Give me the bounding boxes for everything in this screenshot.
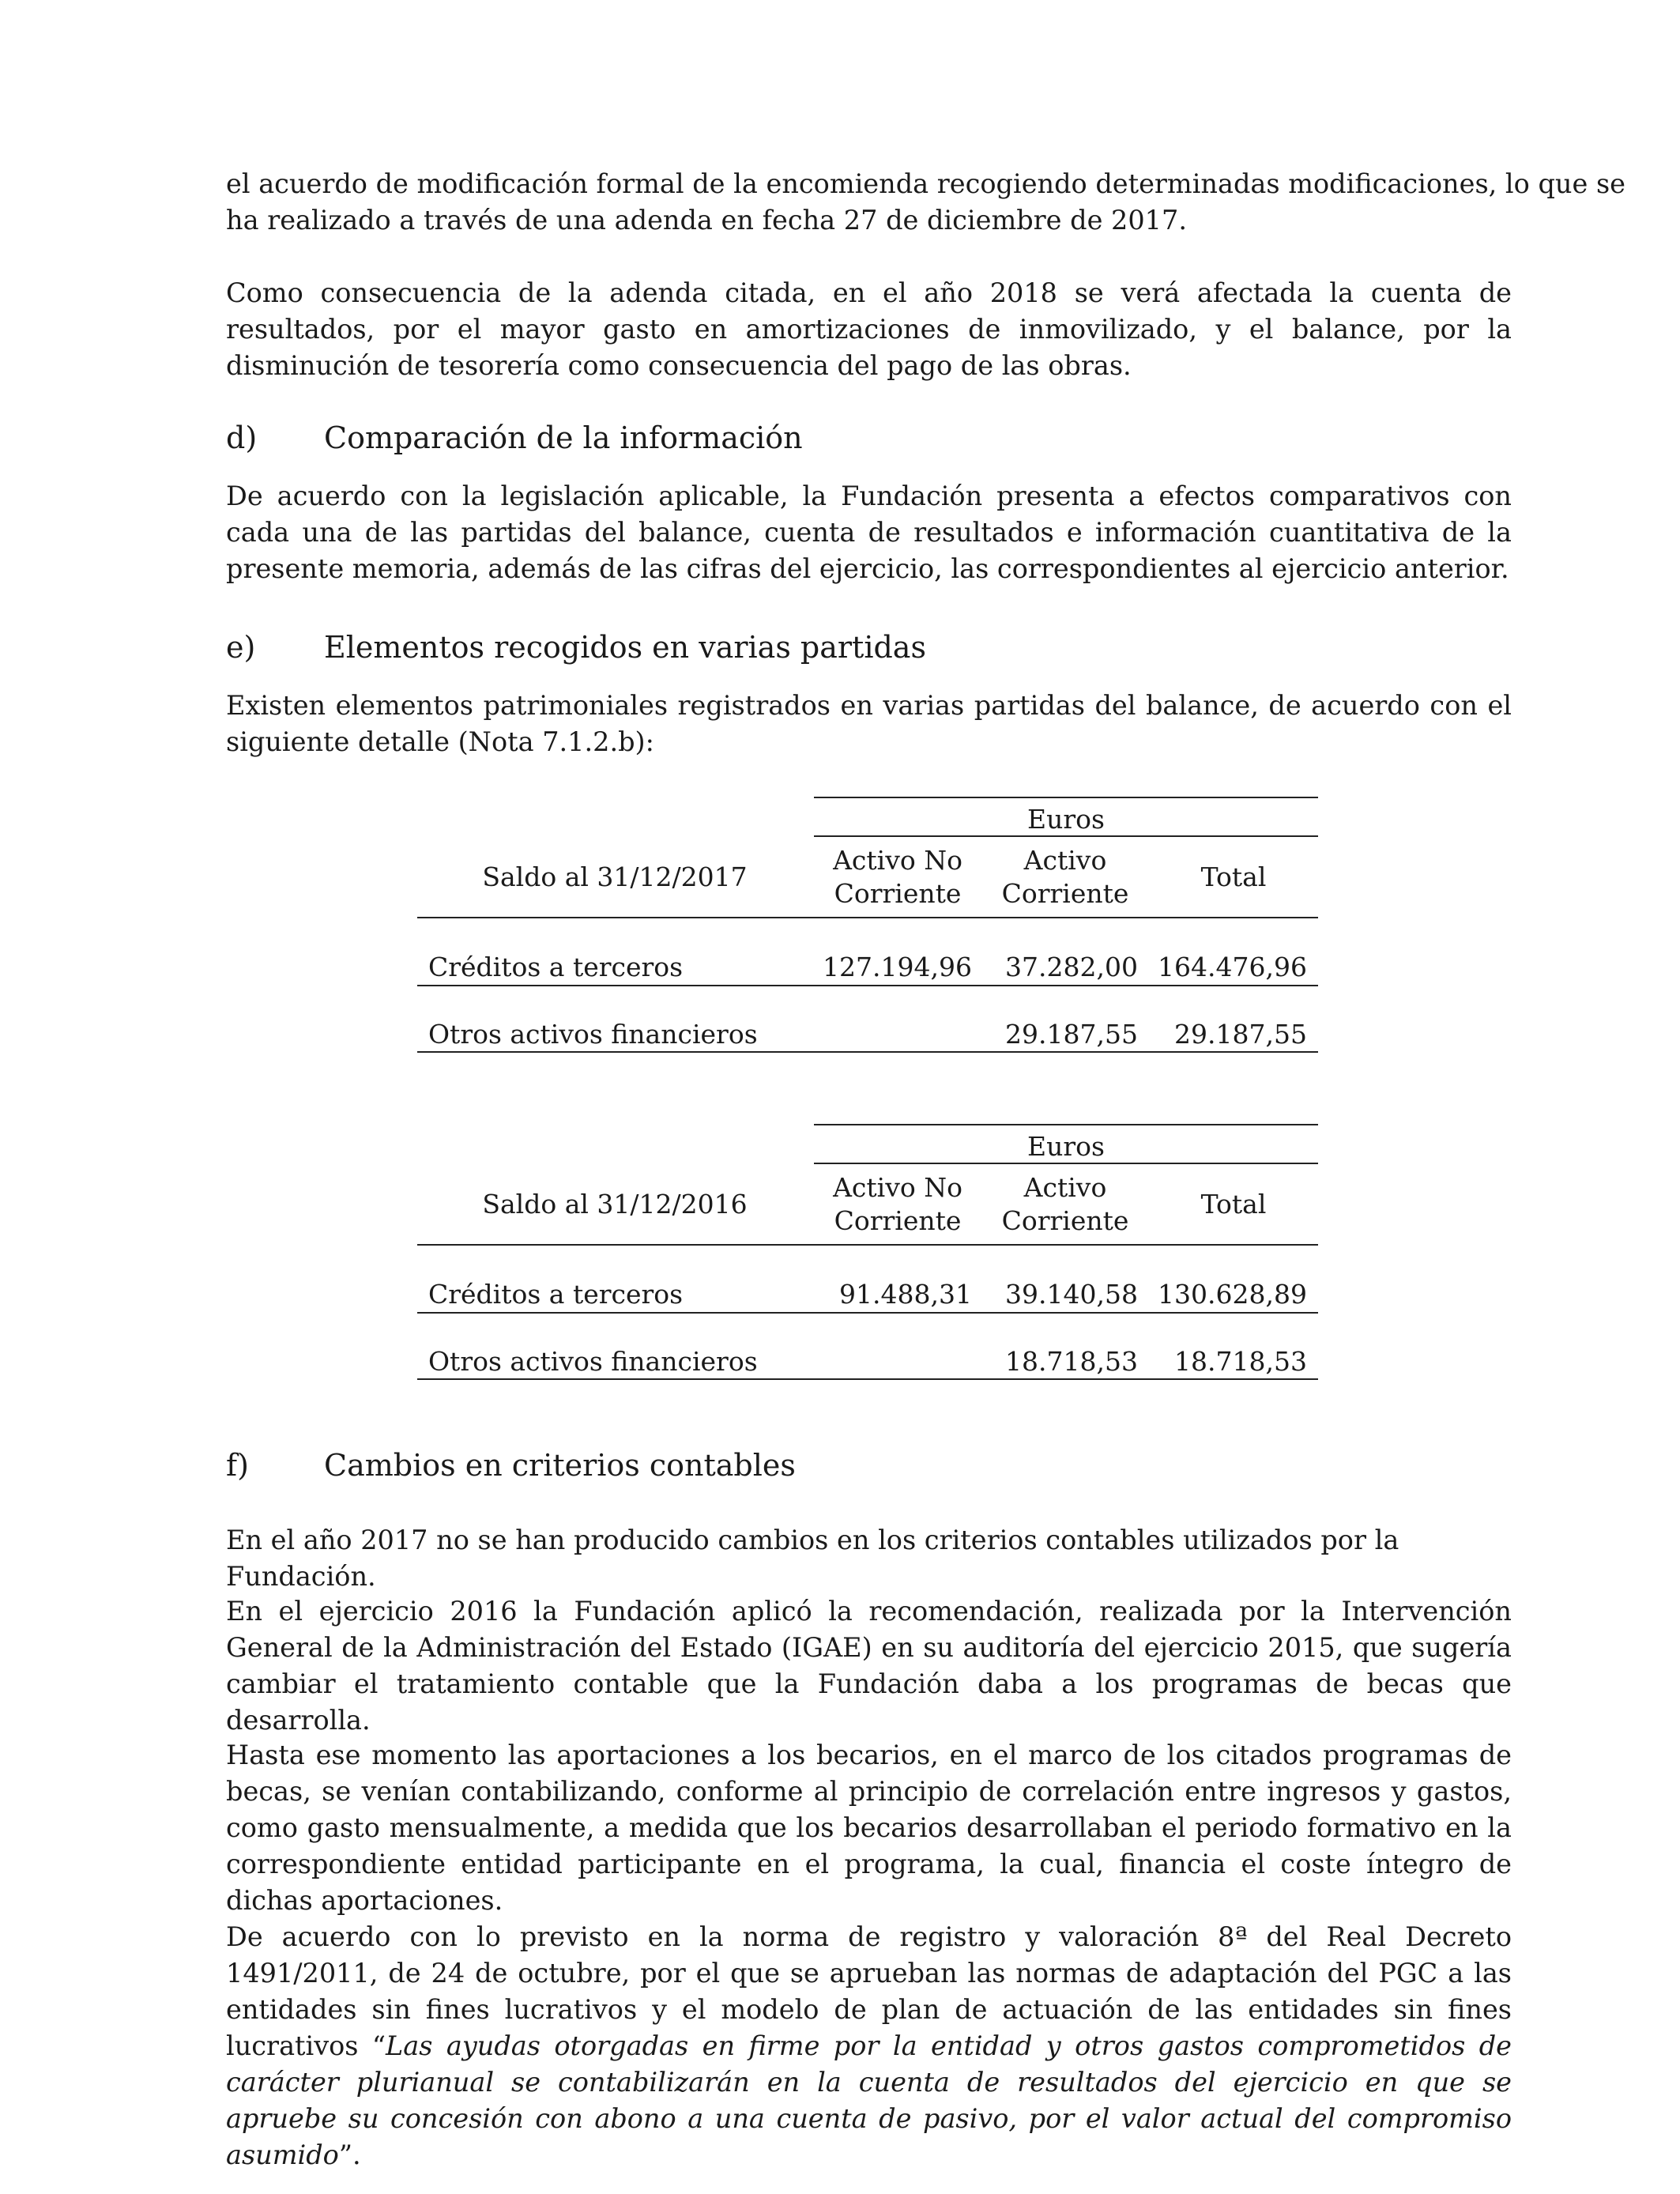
paragraph-becarios [226,1737,1512,1919]
table-cell-value: 164.476,96 [1158,952,1307,982]
table-col-header: Activo [1023,1172,1107,1203]
paragraph-elementos-text: Existen elementos patrimoniales registrados en varias partidas del balance, de acuerdo con el siguiente detalle (Nota 7.1.2.b): [226,690,1512,757]
table-col-header: Total [1200,1189,1267,1220]
table-cell-value: 18.718,53 [1005,1346,1138,1377]
table-cell-value: 29.187,55 [1174,1019,1307,1050]
table-cell-label: Créditos a terceros [428,1279,684,1310]
table-rule [417,985,1318,986]
table-col-header: Total [1200,861,1267,892]
paragraph-norma-normal: De acuerdo con lo previsto en la norma de registro y valoración 8ª del Real Decreto 1491/2011, de 24 de octubre, por el que se aprueban las normas de adaptación del PGC a las entidades sin fines lucrativos y el modelo de plan de actuación de las entidades sin fines lucrativos “ [226,1921,1512,2061]
paragraph-norma-end: ”. [338,2139,361,2170]
table-cell-value: 29.187,55 [1005,1019,1138,1050]
paragraph-adenda-line2: ha realizado a través de una adenda en fecha 27 de diciembre de 2017. [226,205,1187,236]
table-saldo-2017 [417,797,1318,1057]
paragraph-comparacion [226,478,1512,587]
paragraph-norma [226,1919,1512,2173]
table-col-header: Corriente [834,1205,962,1236]
paragraph-consecuencia [226,275,1512,384]
table-rule [814,1163,1318,1164]
table-col-header: Activo No [833,1172,962,1203]
section-heading-e [226,628,926,666]
heading-d-title: Comparación de la información [324,420,803,455]
table-rule [814,797,1318,798]
table-rule [417,1312,1318,1314]
table-cell-label: Otros activos financieros [428,1019,758,1050]
table-rule [417,1244,1318,1246]
table-row-header: Saldo al 31/12/2017 [482,861,748,892]
paragraph-becarios-text: Hasta ese momento las aportaciones a los becarios, en el marco de los citados programas de becas, se venían contabilizando, conforme al principio de correlación entre ingresos y gastos, como gasto mensualmente, a medida que los becarios desarrollaban el periodo formativo en la correspondiente entidad participante en el programa, la cual, financia el coste íntegro de dichas aportaciones. [226,1740,1512,1916]
paragraph-norma-text [226,1919,1512,2173]
table-col-header: Activo No [833,845,962,876]
heading-e-title: Elementos recogidos en varias partidas [324,630,926,665]
table-rule [814,835,1318,837]
section-heading-f [226,1446,796,1484]
table-row-header: Saldo al 31/12/2016 [482,1189,748,1220]
table-cell-value: 130.628,89 [1158,1279,1307,1310]
table-cell-value: 127.194,96 [823,952,972,982]
paragraph-cambios [226,1522,1512,1595]
table-cell-value: 18.718,53 [1174,1346,1307,1377]
paragraph-comparacion-text: De acuerdo con la legislación aplicable, la Fundación presenta a efectos comparativos con cada una de las partidas del balance, cuenta de resultados e información cuantitativa de la presente memoria, además de las cifras del ejercicio, las correspondientes al ejercicio anterior. [226,481,1512,584]
table-rule [417,1378,1318,1380]
paragraph-adenda [226,166,1625,239]
table-rule [417,917,1318,918]
heading-f-title: Cambios en criterios contables [324,1448,796,1483]
table-cell-value: 39.140,58 [1005,1279,1138,1310]
table-rule [814,1124,1318,1125]
paragraph-elementos [226,688,1512,760]
table-group-header: Euros [1027,804,1105,835]
table-cell-value: 37.282,00 [1005,952,1138,982]
table-cell-label: Otros activos financieros [428,1346,758,1377]
table-group-header: Euros [1027,1131,1105,1162]
section-heading-d [226,419,803,457]
paragraph-cambios-text: En el año 2017 no se han producido cambios en los criterios contables utilizados por la Fundación. [226,1525,1399,1592]
table-saldo-2016 [417,1124,1318,1385]
paragraph-adenda-line1: el acuerdo de modificación formal de la encomienda recogiendo determinadas modificaciones, lo que se [226,168,1625,199]
heading-e-letter: e) [226,630,256,665]
paragraph-norma-quote: Las ayudas otorgadas en firme por la entidad y otros gastos comprometidos de carácter plurianual se contabilizarán en la cuenta de resultados del ejercicio en que se apruebe su concesión con abono a una cuenta de pasivo, por el valor actual del compromiso asumido [226,2030,1512,2170]
paragraph-consecuencia-text: Como consecuencia de la adenda citada, en el año 2018 se verá afectada la cuenta de resultados, por el mayor gasto en amortizaciones de inmovilizado, y el balance, por la disminución de tesorería como consecuencia del pago de las obras. [226,277,1512,381]
table-col-header: Corriente [834,878,962,909]
table-rule [417,1051,1318,1053]
table-cell-label: Créditos a terceros [428,952,684,982]
table-col-header: Corriente [1001,1205,1129,1236]
table-col-header: Activo [1023,845,1107,876]
table-col-header: Corriente [1001,878,1129,909]
paragraph-igae [226,1593,1512,1739]
heading-f-letter: f) [226,1448,249,1483]
table-cell-value: 91.488,31 [839,1279,972,1310]
paragraph-igae-text: En el ejercicio 2016 la Fundación aplicó la recomendación, realizada por la Intervención General de la Administración del Estado (IGAE) en su auditoría del ejercicio 2015, que sugería cambiar el tratamiento contable que la Fundación daba a los programas de becas que desarrolla. [226,1596,1512,1736]
heading-d-letter: d) [226,420,258,455]
